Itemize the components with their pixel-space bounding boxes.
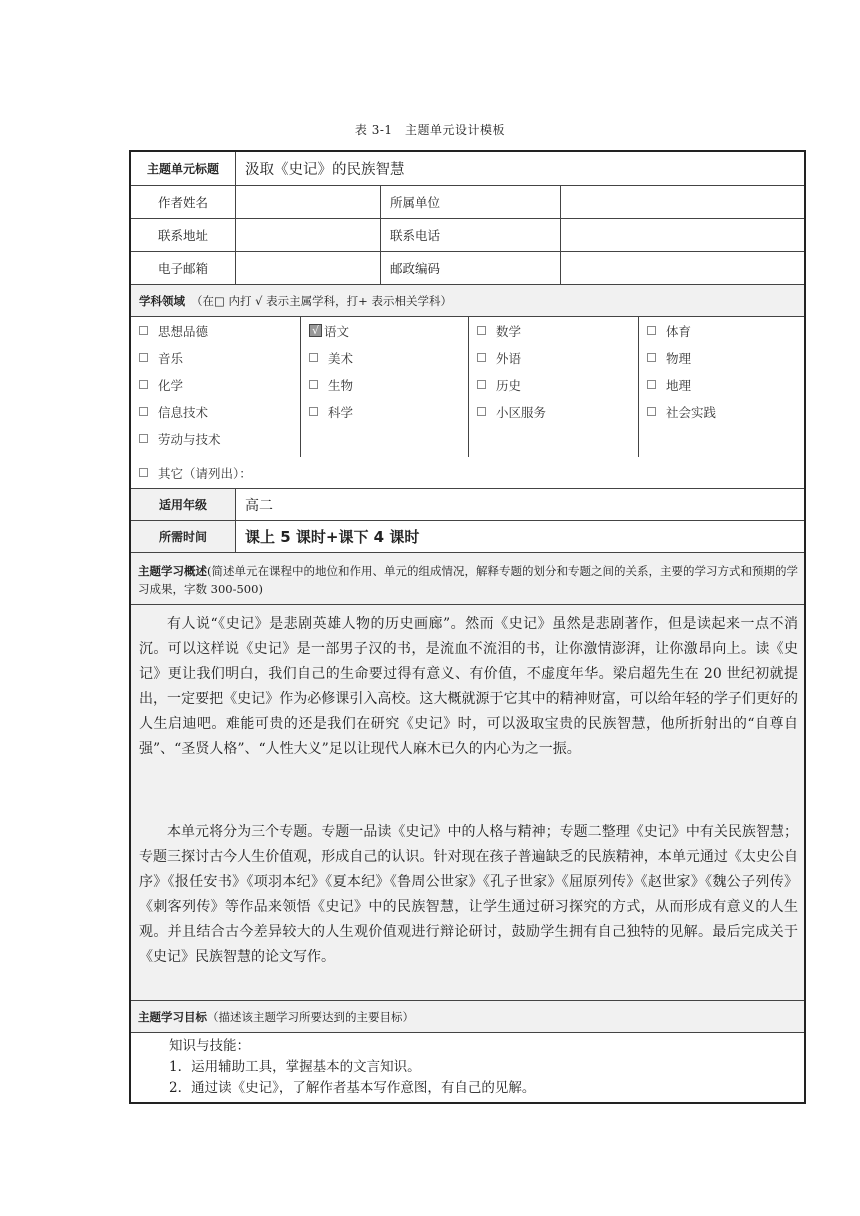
time-value: 课上 5 课时+课下 4 课时: [235, 521, 804, 552]
author-name-label: 作者姓名: [157, 195, 208, 210]
overview-label: 主题学习概述: [138, 564, 207, 578]
subject-item[interactable]: 历史: [469, 371, 638, 398]
overview-content-area: [131, 605, 804, 1001]
subject-item[interactable]: 化学: [131, 371, 300, 398]
goals-label: 主题学习目标: [138, 1009, 207, 1024]
subject-field-label: 学科领域: [139, 293, 185, 308]
subject-item[interactable]: 美术: [301, 344, 468, 371]
subject-item[interactable]: 劳动与技术: [131, 425, 300, 452]
overview-paragraph-1: 有人说“《史记》是悲剧英雄人物的历史画廊”。然而《史记》虽然是悲剧著作，但是读起来一点不消沉。可以这样说《史记》是一部男子汉的书，是流血不流泪的书，让你激情澎湃，让你激昂向上。读《史记》更让我们明白，我们自己的生命要过得有意义、有价值，不虚度年华。梁启超先生在 20 世纪初就提出，一定要把《史记》作为必修课引入高校。这大概就源于它其中的精神财富，可以给年轻的学子们更好的人生启迪吧。难能可贵的还是我们在研究《史记》时，可以汲取宝贵的民族智慧，他所折射出的“自尊自强”、“圣贤人格”、“人性大义”足以让现代人麻木已久的内心为之一振。: [139, 616, 798, 757]
subject-item[interactable]: 体育: [639, 317, 804, 344]
goal-item-2: 2．通过读《史记》，了解作者基本写作意图，有自己的见解。: [169, 1080, 536, 1096]
subject-item[interactable]: 生物: [301, 371, 468, 398]
subject-item[interactable]: 社会实践: [639, 398, 804, 425]
checkbox-icon[interactable]: [139, 468, 148, 477]
subject-column-3: [469, 317, 639, 457]
checkbox-icon[interactable]: [477, 353, 486, 362]
subject-column-2: [301, 317, 469, 457]
table-caption: 表 3-1 主题单元设计模板: [354, 123, 506, 137]
subject-item[interactable]: 地理: [639, 371, 804, 398]
address-row: [131, 219, 804, 252]
checkbox-icon[interactable]: [139, 434, 148, 443]
subject-item[interactable]: 外语: [469, 344, 638, 371]
checkbox-icon[interactable]: [139, 326, 148, 335]
subject-item[interactable]: 物理: [639, 344, 804, 371]
email-row: [131, 252, 804, 285]
subject-column-1: [131, 317, 301, 457]
checkbox-icon[interactable]: [309, 353, 318, 362]
subject-item-chinese[interactable]: √ 语文: [301, 317, 468, 344]
checkbox-icon[interactable]: [647, 326, 656, 335]
overview-header-row: [131, 553, 804, 605]
checkbox-icon[interactable]: [139, 407, 148, 416]
grade-row: [131, 489, 804, 521]
author-name-field[interactable]: [235, 186, 380, 218]
time-row: [131, 521, 804, 553]
phone-field[interactable]: [560, 219, 804, 251]
subject-column-4: [639, 317, 804, 457]
grade-value: 高二: [235, 489, 804, 520]
subject-item[interactable]: 音乐: [131, 344, 300, 371]
overview-note: (简述单元在课程中的地位和作用、单元的组成情况，解释专题的划分和专题之间的关系，主要的学习方式和预期的学习成果，字数 300-500): [138, 564, 798, 596]
title-row: [131, 152, 804, 186]
affiliation-field[interactable]: [560, 186, 804, 218]
email-label: 电子邮箱: [157, 261, 208, 276]
phone-label: 联系电话: [380, 219, 560, 251]
author-row: [131, 186, 804, 219]
checkbox-icon[interactable]: [647, 380, 656, 389]
subject-item[interactable]: 科学: [301, 398, 468, 425]
checkbox-icon[interactable]: [139, 353, 148, 362]
grade-label: 适用年级: [131, 489, 235, 520]
goals-content: [131, 1033, 804, 1102]
email-field[interactable]: [235, 252, 380, 284]
title-value: 汲取《史记》的民族智慧: [235, 152, 804, 185]
checkbox-icon[interactable]: [309, 380, 318, 389]
other-subjects-row: [131, 457, 804, 489]
checkbox-icon[interactable]: [477, 380, 486, 389]
goals-heading: 知识与技能：: [169, 1038, 250, 1054]
address-label: 联系地址: [157, 228, 208, 243]
checkbox-icon[interactable]: [647, 353, 656, 362]
address-field[interactable]: [235, 219, 380, 251]
postcode-label: 邮政编码: [380, 252, 560, 284]
postcode-field[interactable]: [560, 252, 804, 284]
subject-item-other[interactable]: 其它（请列出）：: [131, 459, 252, 486]
subject-field-row: [131, 285, 804, 317]
subject-item[interactable]: 小区服务: [469, 398, 638, 425]
goals-note: （描述该主题学习所要达到的主要目标）: [207, 1009, 414, 1024]
checkbox-icon[interactable]: [477, 326, 486, 335]
checkmark-icon[interactable]: √: [309, 324, 322, 337]
checkbox-icon[interactable]: [139, 380, 148, 389]
subject-field-note: （在□ 内打 √ 表示主属学科，打+ 表示相关学科）: [191, 293, 452, 308]
subject-item[interactable]: 思想品德: [131, 317, 300, 344]
title-label: 主题单元标题: [146, 162, 219, 176]
subject-item[interactable]: 数学: [469, 317, 638, 344]
unit-design-table: [129, 150, 806, 1104]
checkbox-icon[interactable]: [477, 407, 486, 416]
checkbox-icon[interactable]: [647, 407, 656, 416]
time-label: 所需时间: [131, 521, 235, 552]
goals-header-row: [131, 1001, 804, 1033]
overview-paragraph-2: 本单元将分为三个专题。专题一品读《史记》中的人格与精神；专题二整理《史记》中有关民族智慧；专题三探讨古今人生价值观，形成自己的认识。针对现在孩子普遍缺乏的民族精神，本单元通过《太史公自序》《报任安书》《项羽本纪》《夏本纪》《鲁周公世家》《孔子世家》《屈原列传》《赵世家》《魏公子列传》《刺客列传》等作品来领悟《史记》中的民族智慧，让学生通过研习探究的方式，从而形成有意义的人生观。并且结合古今差异较大的人生观价值观进行辩论研讨，鼓励学生拥有自己独特的见解。最后完成关于《史记》民族智慧的论文写作。: [139, 824, 798, 965]
checkbox-icon[interactable]: [309, 407, 318, 416]
goal-item-1: 1．运用辅助工具，掌握基本的文言知识。: [169, 1059, 421, 1075]
subject-item[interactable]: 信息技术: [131, 398, 300, 425]
affiliation-label: 所属单位: [380, 186, 560, 218]
subject-grid: [131, 317, 804, 457]
